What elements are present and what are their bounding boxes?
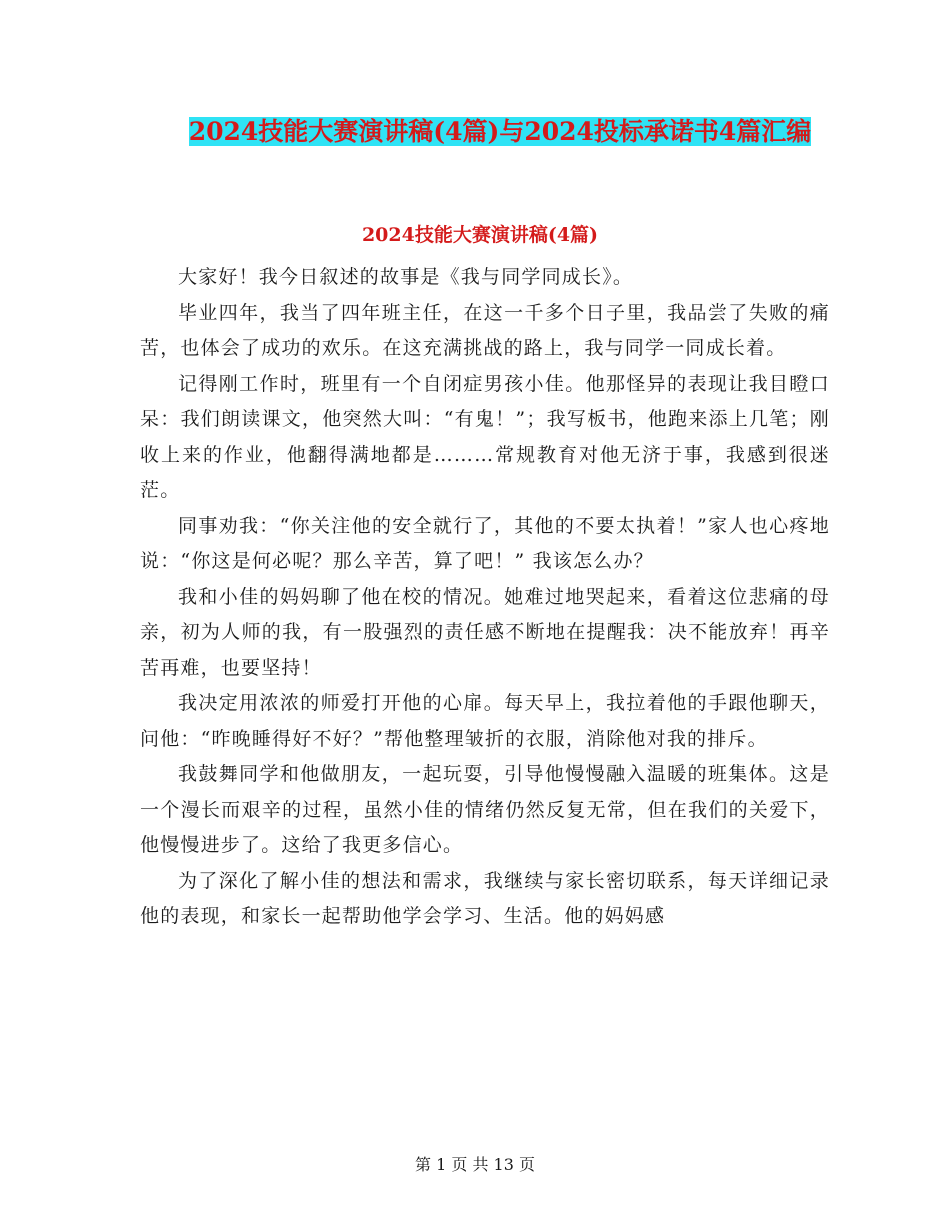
document-title-text: 2024技能大赛演讲稿(4篇)与2024投标承诺书4篇汇编 — [188, 117, 812, 146]
paragraph: 我决定用浓浓的师爱打开他的心扉。每天早上，我拉着他的手跟他聊天，问他：“昨晚睡得好不好？”帮他整理皱折的衣服，消除他对我的排斥。 — [140, 692, 830, 750]
paragraph: 毕业四年，我当了四年班主任，在这一千多个日子里，我品尝了失败的痛苦，也体会了成功的欢乐。在这充满挑战的路上，我与同学一同成长着。 — [140, 301, 830, 359]
paragraph: 为了深化了解小佳的想法和需求，我继续与家长密切联系，每天详细记录他的表现，和家长一起帮助他学会学习、生活。他的妈妈感 — [140, 869, 830, 927]
paragraph: 我鼓舞同学和他做朋友，一起玩耍，引导他慢慢融入温暖的班集体。这是一个漫长而艰辛的过程，虽然小佳的情绪仍然反复无常，但在我们的关爱下，他慢慢进步了。这给了我更多信心。 — [140, 763, 830, 856]
section-title: 2024技能大赛演讲稿(4篇) — [361, 224, 599, 246]
paragraph: 记得刚工作时，班里有一个自闭症男孩小佳。他那怪异的表现让我目瞪口呆：我们朗读课文，他突然大叫：“有鬼！”；我写板书，他跑来添上几笔；刚收上来的作业，他翻得满地都是………常规教育对他无济于事，我感到很迷茫。 — [140, 372, 830, 501]
document-title — [140, 110, 860, 154]
paragraph: 我和小佳的妈妈聊了他在校的情况。她难过地哭起来，看着这位悲痛的母亲，初为人师的我，有一股强烈的责任感不断地在提醒我：决不能放弃！再辛苦再难，也要坚持！ — [140, 585, 830, 679]
paragraph: 大家好！我今日叙述的故事是《我与同学同成长》。 — [178, 266, 634, 288]
paragraph: 同事劝我：“你关注他的安全就行了，其他的不要太执着！”家人也心疼地说：“你这是何必呢？那么辛苦，算了吧！” 我该怎么办？ — [140, 514, 830, 572]
page-footer: 第 1 页 共 13 页 — [415, 1155, 535, 1174]
document-body — [140, 260, 830, 935]
